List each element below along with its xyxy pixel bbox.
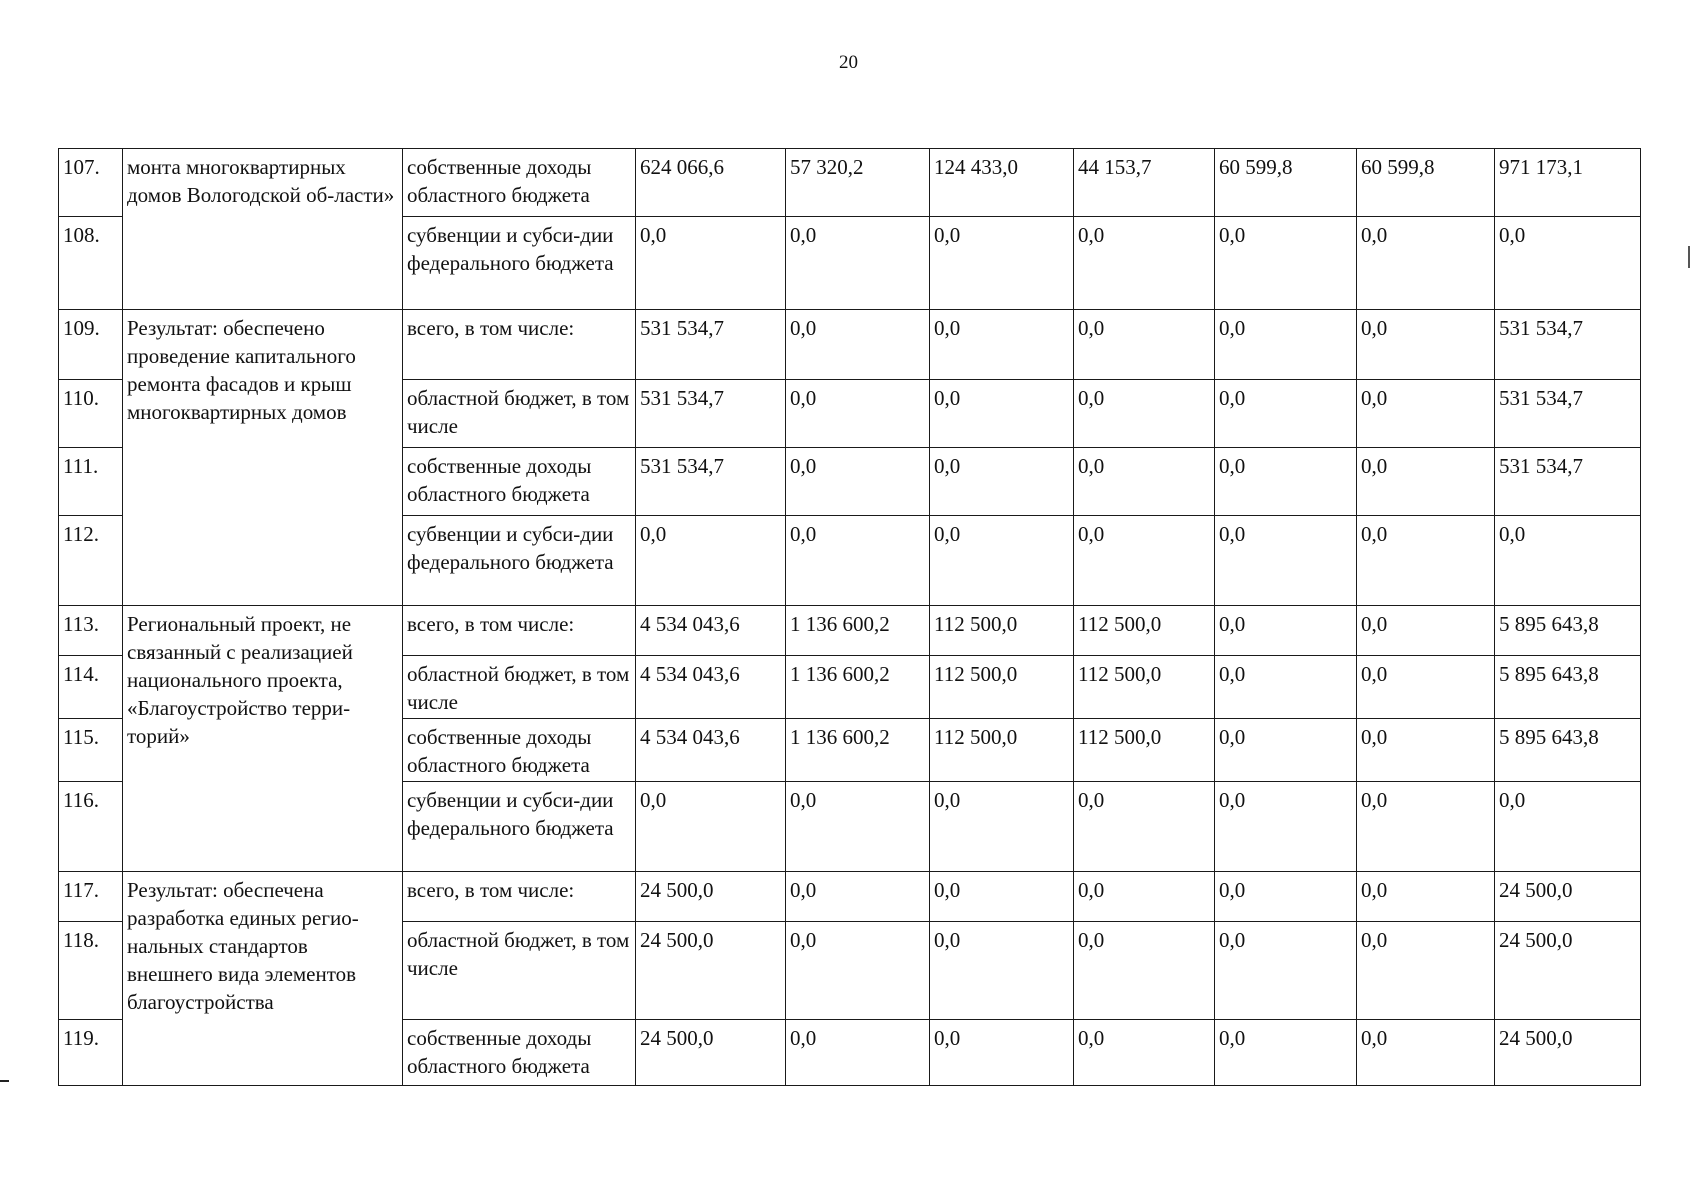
year-value: 0,0 (1074, 922, 1215, 1020)
year-value: 0,0 (1357, 606, 1495, 656)
total-value: 531 534,7 (1495, 448, 1641, 516)
year-value: 624 066,6 (636, 149, 786, 217)
funding-source: всего, в том числе: (403, 872, 636, 922)
year-value: 112 500,0 (1074, 719, 1215, 782)
year-value: 24 500,0 (636, 1020, 786, 1086)
total-value: 24 500,0 (1495, 922, 1641, 1020)
year-value: 0,0 (930, 217, 1074, 310)
year-value: 4 534 043,6 (636, 719, 786, 782)
year-value: 0,0 (786, 380, 930, 448)
table-row (59, 310, 1641, 380)
total-value: 24 500,0 (1495, 872, 1641, 922)
year-value: 0,0 (930, 872, 1074, 922)
row-number: 111. (59, 448, 123, 516)
year-value: 0,0 (1357, 516, 1495, 606)
year-value: 0,0 (786, 448, 930, 516)
total-value: 5 895 643,8 (1495, 656, 1641, 719)
funding-source: собственные доходы областного бюджета (403, 448, 636, 516)
year-value: 60 599,8 (1215, 149, 1357, 217)
year-value: 0,0 (1074, 448, 1215, 516)
year-value: 0,0 (786, 922, 930, 1020)
year-value: 0,0 (1215, 872, 1357, 922)
year-value: 0,0 (1215, 656, 1357, 719)
year-value: 0,0 (1074, 217, 1215, 310)
margin-mark-right (1688, 246, 1690, 268)
year-value: 0,0 (1357, 217, 1495, 310)
budget-table (58, 148, 1641, 1086)
funding-source: всего, в том числе: (403, 606, 636, 656)
year-value: 112 500,0 (930, 719, 1074, 782)
group-label: Региональный проект, не связанный с реализацией национального проекта, «Благоустройство терри-торий» (123, 606, 403, 872)
year-value: 0,0 (1074, 310, 1215, 380)
funding-source: собственные доходы областного бюджета (403, 149, 636, 217)
total-value: 5 895 643,8 (1495, 719, 1641, 782)
year-value: 0,0 (930, 448, 1074, 516)
year-value: 124 433,0 (930, 149, 1074, 217)
funding-source: областной бюджет, в том числе (403, 380, 636, 448)
year-value: 0,0 (1074, 380, 1215, 448)
table-row (59, 606, 1641, 656)
year-value: 0,0 (930, 782, 1074, 872)
year-value: 0,0 (1357, 922, 1495, 1020)
year-value: 0,0 (1357, 448, 1495, 516)
year-value: 0,0 (1074, 516, 1215, 606)
row-number: 112. (59, 516, 123, 606)
row-number: 119. (59, 1020, 123, 1086)
year-value: 4 534 043,6 (636, 606, 786, 656)
year-value: 0,0 (1215, 922, 1357, 1020)
year-value: 0,0 (786, 516, 930, 606)
year-value: 57 320,2 (786, 149, 930, 217)
row-number: 109. (59, 310, 123, 380)
year-value: 4 534 043,6 (636, 656, 786, 719)
year-value: 0,0 (1074, 872, 1215, 922)
year-value: 0,0 (930, 380, 1074, 448)
group-label: Результат: обеспечена разработка единых регио-нальных стандартов внешнего вида элементов благоустройства (123, 872, 403, 1086)
year-value: 1 136 600,2 (786, 656, 930, 719)
row-number: 116. (59, 782, 123, 872)
total-value: 971 173,1 (1495, 149, 1641, 217)
total-value: 0,0 (1495, 516, 1641, 606)
year-value: 0,0 (1357, 380, 1495, 448)
year-value: 0,0 (1357, 1020, 1495, 1086)
year-value: 60 599,8 (1357, 149, 1495, 217)
total-value: 5 895 643,8 (1495, 606, 1641, 656)
year-value: 0,0 (1074, 782, 1215, 872)
year-value: 0,0 (786, 872, 930, 922)
row-number: 110. (59, 380, 123, 448)
year-value: 0,0 (636, 217, 786, 310)
year-value: 44 153,7 (1074, 149, 1215, 217)
year-value: 0,0 (1357, 872, 1495, 922)
year-value: 0,0 (636, 782, 786, 872)
year-value: 112 500,0 (1074, 606, 1215, 656)
year-value: 0,0 (1357, 656, 1495, 719)
year-value: 0,0 (1357, 310, 1495, 380)
funding-source: всего, в том числе: (403, 310, 636, 380)
funding-source: областной бюджет, в том числе (403, 922, 636, 1020)
funding-source: собственные доходы областного бюджета (403, 719, 636, 782)
year-value: 0,0 (1215, 1020, 1357, 1086)
year-value: 0,0 (1074, 1020, 1215, 1086)
year-value: 0,0 (786, 217, 930, 310)
group-label: монта многоквартирных домов Вологодской об-ласти» (123, 149, 403, 310)
total-value: 531 534,7 (1495, 380, 1641, 448)
year-value: 0,0 (930, 1020, 1074, 1086)
year-value: 0,0 (786, 1020, 930, 1086)
row-number: 117. (59, 872, 123, 922)
year-value: 531 534,7 (636, 310, 786, 380)
year-value: 531 534,7 (636, 380, 786, 448)
funding-source: субвенции и субси-дии федерального бюджета (403, 217, 636, 310)
year-value: 0,0 (1215, 782, 1357, 872)
total-value: 24 500,0 (1495, 1020, 1641, 1086)
year-value: 0,0 (1215, 380, 1357, 448)
year-value: 0,0 (1215, 516, 1357, 606)
funding-source: субвенции и субси-дии федерального бюджета (403, 516, 636, 606)
total-value: 0,0 (1495, 217, 1641, 310)
year-value: 0,0 (786, 310, 930, 380)
year-value: 112 500,0 (1074, 656, 1215, 719)
year-value: 112 500,0 (930, 656, 1074, 719)
margin-mark (0, 1080, 9, 1082)
row-number: 113. (59, 606, 123, 656)
year-value: 0,0 (786, 782, 930, 872)
row-number: 114. (59, 656, 123, 719)
year-value: 0,0 (1215, 606, 1357, 656)
year-value: 1 136 600,2 (786, 719, 930, 782)
year-value: 24 500,0 (636, 922, 786, 1020)
year-value: 531 534,7 (636, 448, 786, 516)
row-number: 107. (59, 149, 123, 217)
row-number: 115. (59, 719, 123, 782)
year-value: 0,0 (930, 310, 1074, 380)
year-value: 0,0 (1357, 719, 1495, 782)
year-value: 24 500,0 (636, 872, 786, 922)
year-value: 112 500,0 (930, 606, 1074, 656)
total-value: 531 534,7 (1495, 310, 1641, 380)
year-value: 0,0 (1215, 719, 1357, 782)
funding-source: субвенции и субси-дии федерального бюджета (403, 782, 636, 872)
total-value: 0,0 (1495, 782, 1641, 872)
year-value: 0,0 (1215, 310, 1357, 380)
year-value: 0,0 (930, 922, 1074, 1020)
page-number: 20 (839, 52, 858, 73)
year-value: 0,0 (1215, 448, 1357, 516)
row-number: 118. (59, 922, 123, 1020)
table-row (59, 149, 1641, 217)
table-row (59, 872, 1641, 922)
year-value: 0,0 (1357, 782, 1495, 872)
funding-source: областной бюджет, в том числе (403, 656, 636, 719)
year-value: 0,0 (636, 516, 786, 606)
row-number: 108. (59, 217, 123, 310)
year-value: 0,0 (1215, 217, 1357, 310)
group-label: Результат: обеспечено проведение капитального ремонта фасадов и крыш многоквартирных домов (123, 310, 403, 606)
year-value: 1 136 600,2 (786, 606, 930, 656)
funding-source: собственные доходы областного бюджета (403, 1020, 636, 1086)
year-value: 0,0 (930, 516, 1074, 606)
